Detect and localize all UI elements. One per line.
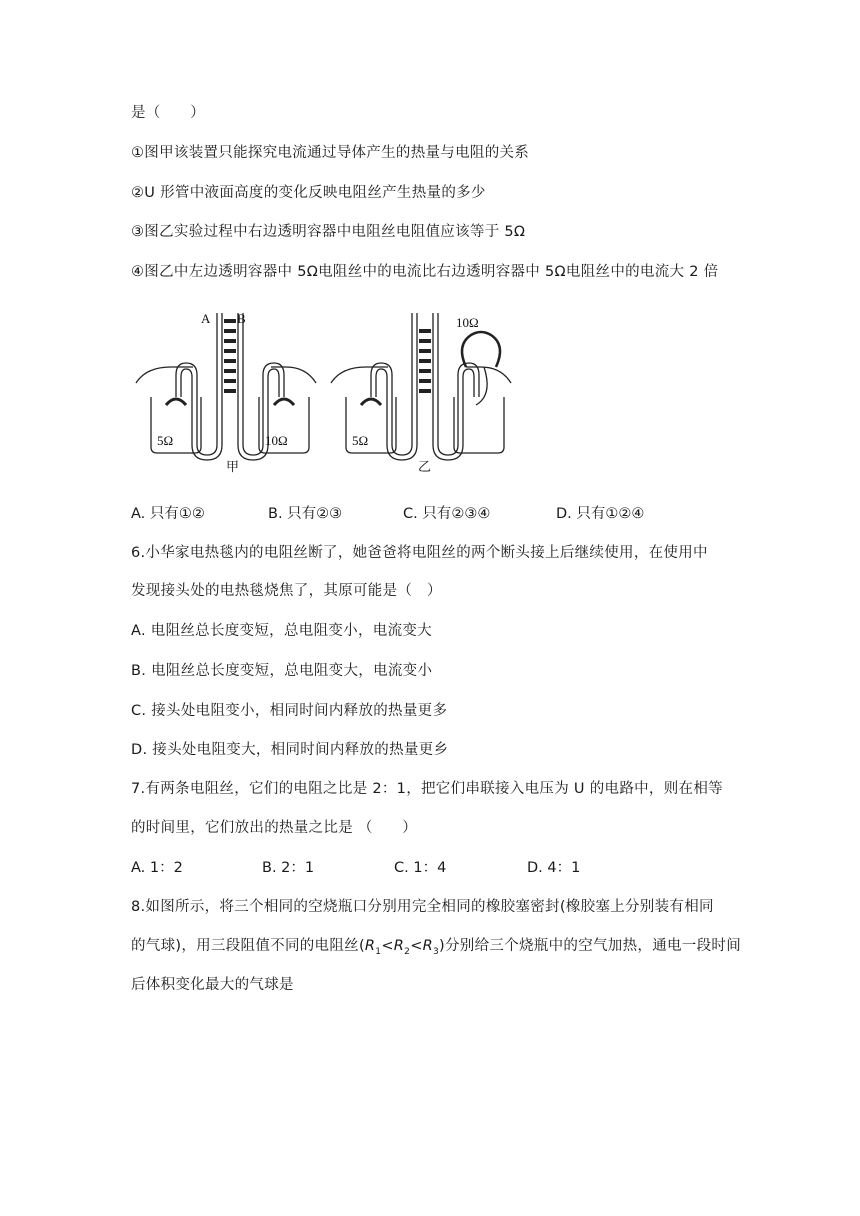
label-a: A — [201, 311, 211, 326]
q5-statement-3: ③图乙实验过程中右边透明容器中电阻丝电阻值应该等于 5Ω — [131, 224, 526, 240]
q5-statement-2: ②U 形管中液面高度的变化反映电阻丝产生热量的多少 — [131, 185, 486, 201]
q5-figure — [131, 305, 521, 480]
q7-option-d[interactable]: D. 4：1 — [527, 860, 581, 876]
q5-statement-4: ④图乙中左边透明容器中 5Ω电阻丝中的电流比右边透明容器中 5Ω电阻丝中的电流大 2 倍 — [131, 264, 719, 280]
q7-option-c[interactable]: C. 1：4 — [394, 860, 447, 876]
q8-stem-line-1: 8.如图所示，将三个相同的空烧瓶口分别用完全相同的橡胶塞密封(橡胶塞上分别装有相同 — [131, 899, 714, 915]
q6-stem-line-2: 发现接头处的电热毯烧焦了，其原可能是（ ） — [131, 583, 442, 599]
q5-option-d[interactable]: D. 只有①②④ — [556, 506, 645, 522]
q6-option-d[interactable]: D. 接头处电阻变大，相同时间内释放的热量更乡 — [131, 742, 449, 758]
q5-stem-end: 是（ ） — [131, 105, 205, 121]
q7-option-a[interactable]: A. 1：2 — [131, 860, 183, 876]
q7-stem-line-1: 7.有两条电阻丝，它们的电阻之比是 2：1，把它们串联接入电压为 U 的电路中，则在相等 — [131, 781, 723, 797]
q5-option-c[interactable]: C. 只有②③④ — [403, 506, 491, 522]
right-external-10: 10Ω — [456, 315, 479, 330]
right-resistor-5: 5Ω — [352, 433, 369, 448]
caption-jia: 甲 — [226, 460, 240, 475]
q7-option-b[interactable]: B. 2：1 — [262, 860, 315, 876]
q5-option-b[interactable]: B. 只有②③ — [268, 506, 343, 522]
label-b: B — [237, 311, 246, 326]
q5-statement-1: ①图甲该装置只能探究电流通过导体产生的热量与电阻的关系 — [131, 145, 530, 161]
left-resistor-5: 5Ω — [157, 433, 174, 448]
q5-option-a[interactable]: A. 只有①② — [131, 506, 205, 522]
q6-option-c[interactable]: C. 接头处电阻变小，相同时间内释放的热量更多 — [131, 703, 448, 719]
q8-stem-line-3: 后体积变化最大的气球是 — [131, 977, 294, 993]
caption-yi: 乙 — [418, 460, 432, 475]
q5-options — [131, 504, 751, 524]
q6-stem-line-1: 6.小华家电热毯内的电阻丝断了，她爸爸将电阻丝的两个断头接上后继续使用，在使用中 — [131, 545, 708, 561]
experiment-diagram — [131, 305, 521, 480]
q6-option-a[interactable]: A. 电阻丝总长度变短，总电阻变小，电流变大 — [131, 623, 432, 639]
q8-stem-line-2: 的气球)，用三段阻值不同的电阻丝$(R_1<R_2<R_3)$分别给三个烧瓶中的空气加热，通电一段时间 — [131, 938, 742, 957]
q7-options — [131, 858, 631, 878]
q7-stem-line-2: 的时间里，它们放出的热量之比是 （ ） — [131, 820, 418, 836]
left-resistor-10: 10Ω — [265, 433, 288, 448]
q6-option-b[interactable]: B. 电阻丝总长度变短，总电阻变大，电流变小 — [131, 663, 433, 679]
